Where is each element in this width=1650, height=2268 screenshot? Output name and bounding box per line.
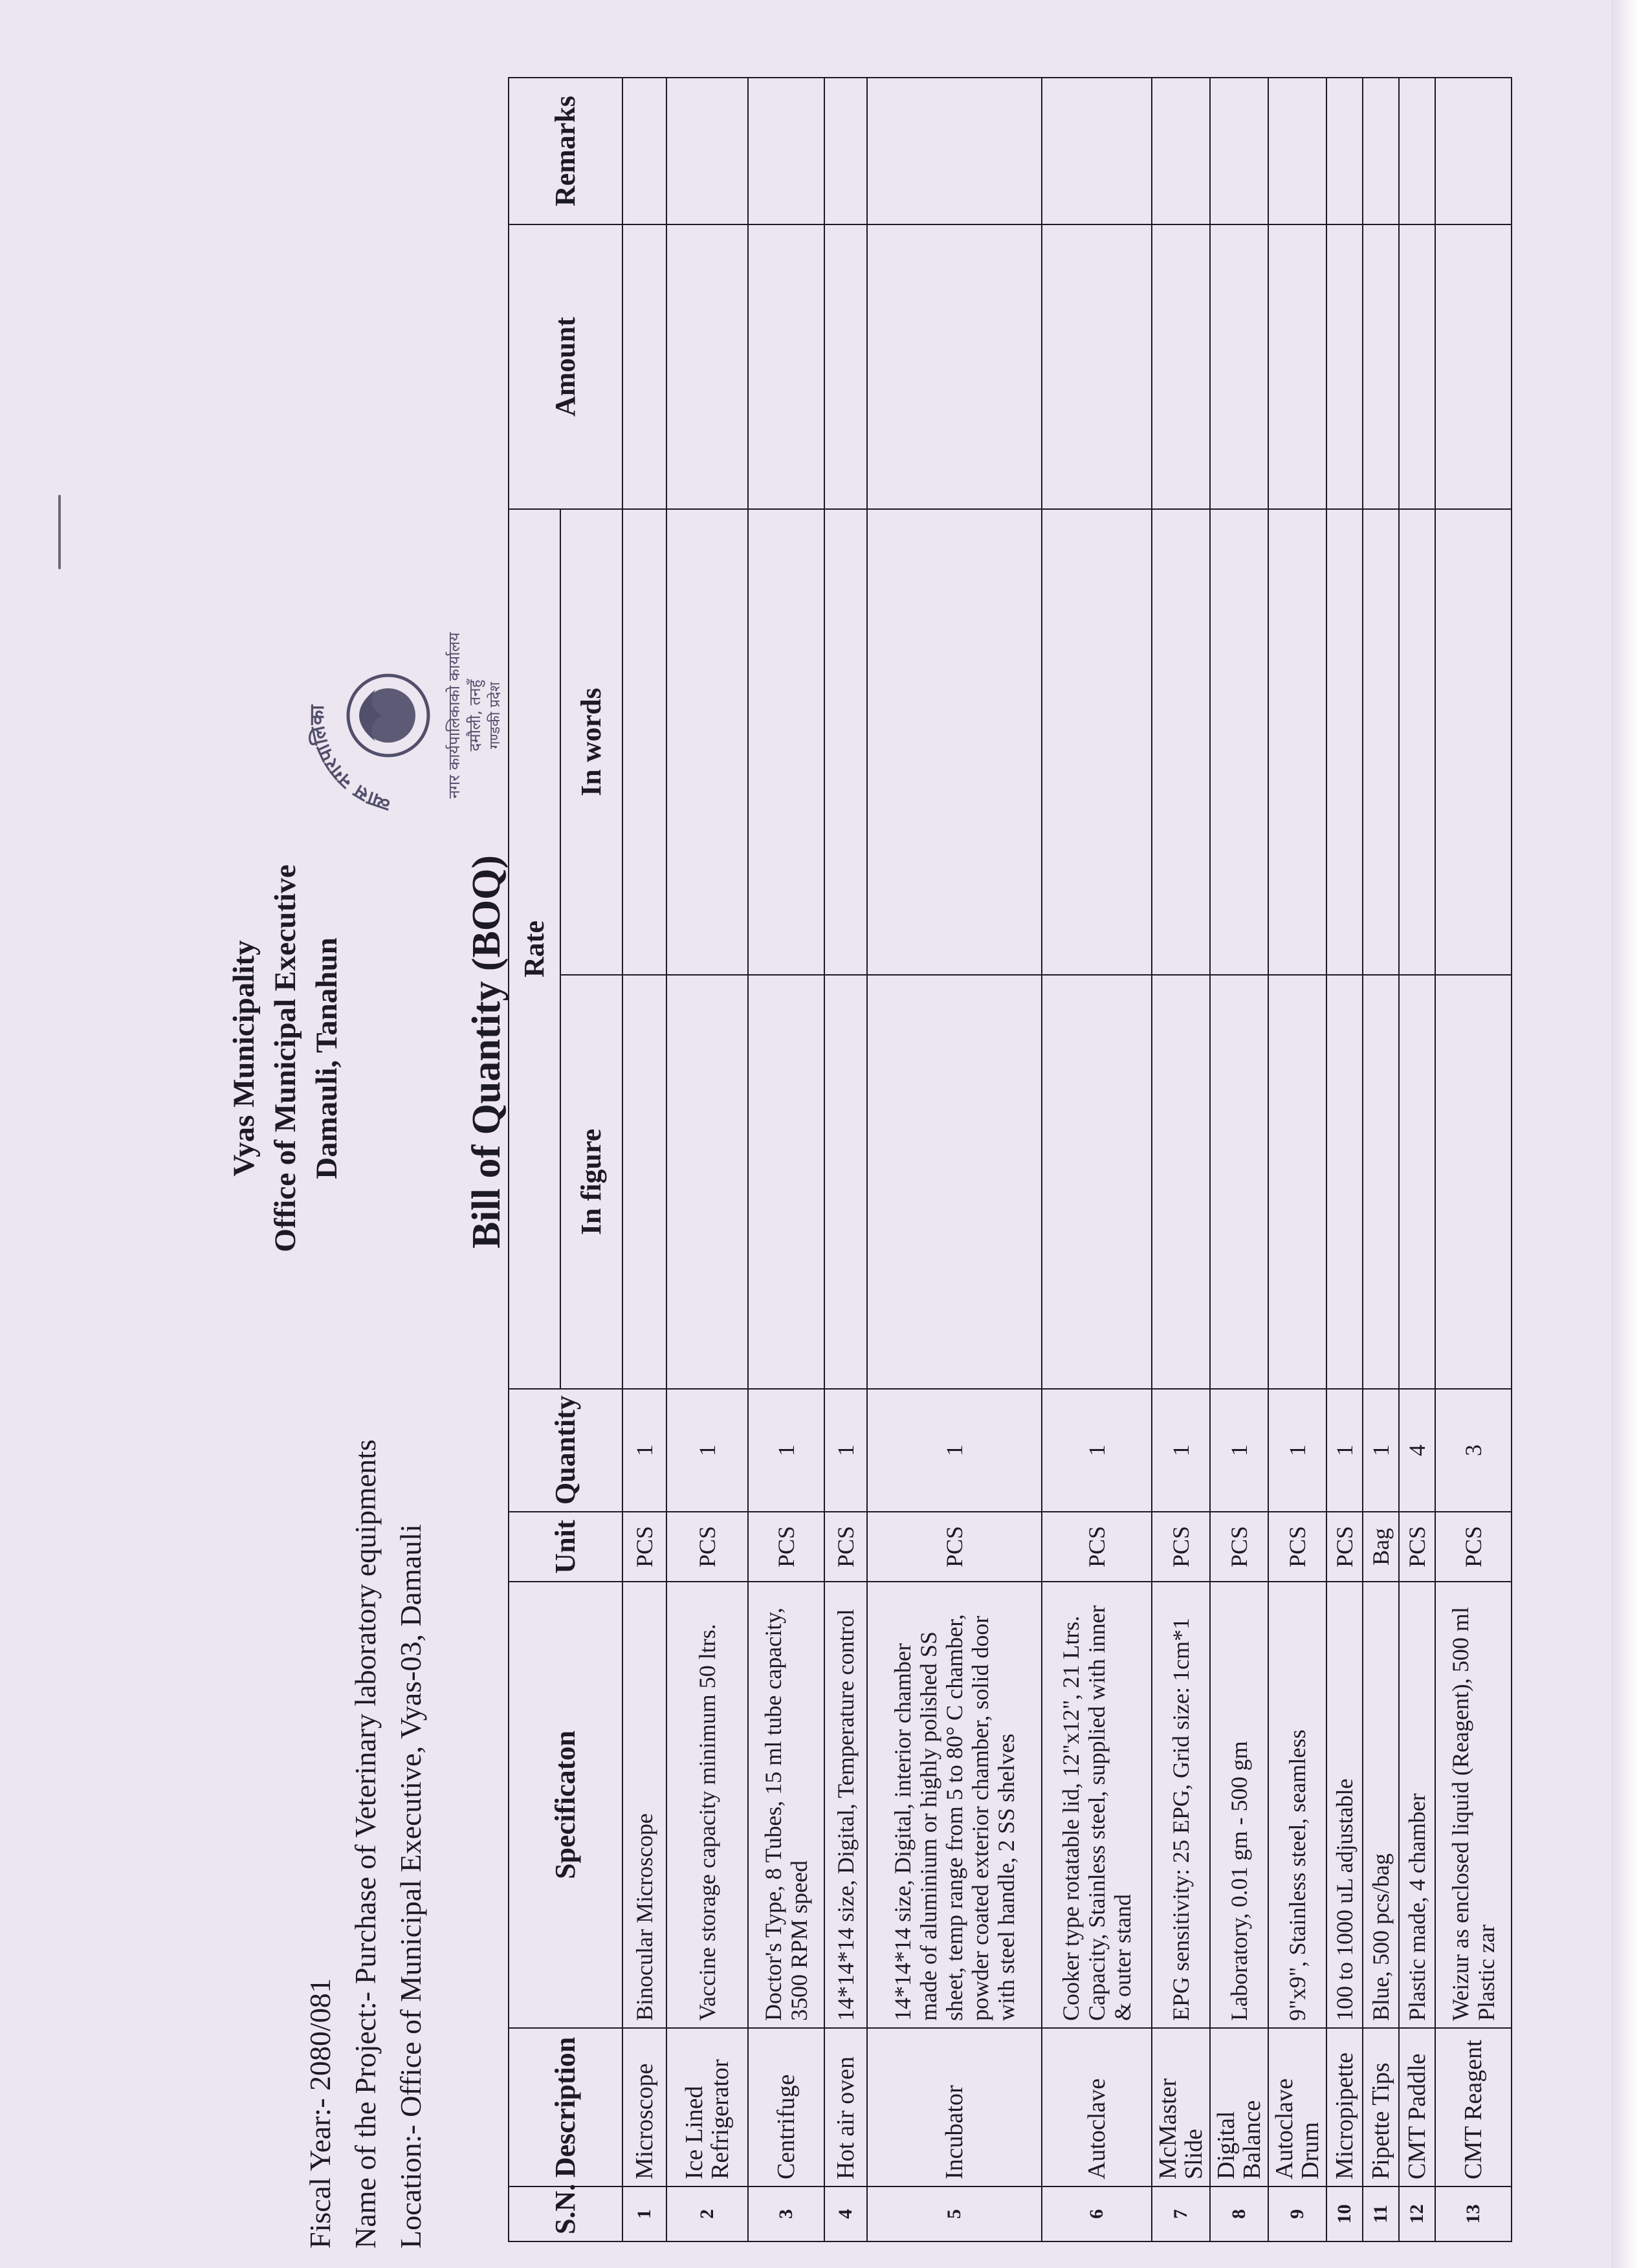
table-row (1152, 78, 1210, 2241)
cell-spec: 100 to 1000 uL adjustable (1326, 1582, 1363, 2028)
cell-spec: Laboratory, 0.01 gm - 500 gm (1210, 1582, 1268, 2028)
cell-unit: PCS (867, 1512, 1042, 1582)
table-row (1210, 78, 1268, 2241)
cell-description: Ice Lined Refrigerator (666, 2028, 748, 2186)
cell-remarks[interactable] (1210, 78, 1268, 224)
cell-rate-figure[interactable] (1399, 975, 1435, 1389)
office-seal (252, 593, 524, 838)
table-row (1363, 78, 1399, 2241)
cell-sn: 13 (1435, 2186, 1512, 2241)
cell-unit: PCS (1210, 1512, 1268, 1582)
fiscal-year: Fiscal Year:- 2080/081 (303, 1978, 336, 2249)
seal-icon (252, 593, 524, 838)
cell-sn: 7 (1152, 2186, 1210, 2241)
cell-unit: PCS (666, 1512, 748, 1582)
cell-rate-words[interactable] (867, 509, 1042, 975)
cell-remarks[interactable] (1268, 78, 1326, 224)
cell-rate-figure[interactable] (867, 975, 1042, 1389)
header-rate-figure: In figure (560, 975, 622, 1389)
cell-description: Centrifuge (748, 2028, 824, 2186)
cell-rate-words[interactable] (1042, 509, 1152, 975)
seal-text-mid: नगर कार्यपालिकाको कार्यालय (445, 632, 463, 799)
cell-amount[interactable] (1152, 224, 1210, 509)
header-amount: Amount (509, 224, 622, 509)
table-row (622, 78, 666, 2241)
cell-qty: 1 (1042, 1389, 1152, 1512)
cell-sn: 9 (1268, 2186, 1326, 2241)
table-row (748, 78, 824, 2241)
cell-qty: 1 (1210, 1389, 1268, 1512)
cell-rate-words[interactable] (1210, 509, 1268, 975)
cell-description: Digital Balance (1210, 2028, 1268, 2186)
cell-amount[interactable] (824, 224, 867, 509)
office-name: Office of Municipal Executive (269, 864, 302, 1252)
cell-qty: 1 (1268, 1389, 1326, 1512)
cell-amount[interactable] (1326, 224, 1363, 509)
cell-amount[interactable] (1399, 224, 1435, 509)
cell-sn: 5 (867, 2186, 1042, 2241)
seal-text-region: गण्डकी प्रदेश (487, 682, 503, 749)
header-rate: Rate (509, 509, 560, 1389)
cell-sn: 11 (1363, 2186, 1399, 2241)
cell-rate-figure[interactable] (1435, 975, 1512, 1389)
cell-amount[interactable] (622, 224, 666, 509)
seal-text-bottom: दमौली, तनहुँ (466, 679, 484, 752)
cell-amount[interactable] (666, 224, 748, 509)
cell-amount[interactable] (867, 224, 1042, 509)
cell-unit: PCS (1268, 1512, 1326, 1582)
table-row (1435, 78, 1512, 2241)
cell-qty: 1 (1152, 1389, 1210, 1512)
boq-table (508, 77, 1512, 2242)
cell-spec: 9"x9", Stainless steel, seamless (1268, 1582, 1326, 2028)
cell-spec: Weizur as enclosed liquid (Reagent), 500 ml Plastic zar (1435, 1582, 1512, 2028)
table-header-row (509, 78, 560, 2241)
cell-qty: 1 (622, 1389, 666, 1512)
cell-unit: PCS (748, 1512, 824, 1582)
cell-amount[interactable] (748, 224, 824, 509)
cell-remarks[interactable] (1363, 78, 1399, 224)
cell-remarks[interactable] (666, 78, 748, 224)
seal-text-top: व्यास नगरपालिका (305, 704, 393, 816)
table-row (824, 78, 867, 2241)
cell-remarks[interactable] (867, 78, 1042, 224)
cell-rate-words[interactable] (1268, 509, 1326, 975)
cell-rate-words[interactable] (622, 509, 666, 975)
cell-remarks[interactable] (1399, 78, 1435, 224)
cell-unit: PCS (622, 1512, 666, 1582)
project-meta (298, 1439, 434, 2249)
cell-rate-figure[interactable] (1326, 975, 1363, 1389)
table-row (867, 78, 1042, 2241)
cell-spec: Cooker type rotatable lid, 12"x12", 21 Ltrs. Capacity, Stainless steel, supplied with inner & outer stand (1042, 1582, 1152, 2028)
cell-unit: PCS (1435, 1512, 1512, 1582)
table-row (1042, 78, 1152, 2241)
table-row (1268, 78, 1326, 2241)
project-name: Name of the Project:- Purchase of Veterinary laboratory equipments (349, 1439, 382, 2249)
cell-rate-figure[interactable] (666, 975, 748, 1389)
cell-sn: 6 (1042, 2186, 1152, 2241)
cell-sn: 10 (1326, 2186, 1363, 2241)
cell-qty: 1 (1326, 1389, 1363, 1512)
cell-rate-words[interactable] (748, 509, 824, 975)
header-unit: Unit (509, 1512, 622, 1582)
cell-rate-figure[interactable] (1268, 975, 1326, 1389)
cell-rate-words[interactable] (1152, 509, 1210, 975)
cell-unit: PCS (824, 1512, 867, 1582)
cell-unit: PCS (1152, 1512, 1210, 1582)
cell-remarks[interactable] (748, 78, 824, 224)
cell-unit: PCS (1399, 1512, 1435, 1582)
cell-amount[interactable] (1435, 224, 1512, 509)
header-quantity: Quantity (509, 1389, 622, 1512)
cell-qty: 1 (748, 1389, 824, 1512)
cell-amount[interactable] (1210, 224, 1268, 509)
cell-rate-words[interactable] (1399, 509, 1435, 975)
cell-qty: 3 (1435, 1389, 1512, 1512)
cell-qty: 1 (867, 1389, 1042, 1512)
cell-description: Microscope (622, 2028, 666, 2186)
cell-sn: 12 (1399, 2186, 1435, 2241)
cell-qty: 1 (1363, 1389, 1399, 1512)
cell-spec: Plastic made, 4 chamber (1399, 1582, 1435, 2028)
cell-rate-words[interactable] (1435, 509, 1512, 975)
cell-description: Incubator (867, 2028, 1042, 2186)
boq-title: Bill of Quantity (BOQ) (465, 855, 509, 1248)
cell-rate-figure[interactable] (748, 975, 824, 1389)
office-place: Damauli, Tanahun (310, 937, 344, 1179)
cell-remarks[interactable] (824, 78, 867, 224)
header-specification: Specificaton (509, 1582, 622, 2028)
header-description: Description (509, 2028, 622, 2186)
cell-spec: Doctor's Type, 8 Tubes, 15 ml tube capacity, 3500 RPM speed (748, 1582, 824, 2028)
cell-remarks[interactable] (1326, 78, 1363, 224)
cell-sn: 1 (622, 2186, 666, 2241)
org-name: Vyas Municipality (227, 940, 261, 1177)
table-row (666, 78, 748, 2241)
cell-sn: 8 (1210, 2186, 1268, 2241)
cell-sn: 3 (748, 2186, 824, 2241)
cell-unit: PCS (1326, 1512, 1363, 1582)
cell-sn: 4 (824, 2186, 867, 2241)
cell-spec: 14*14*14 size, Digital, interior chamber made of aluminium or highly polished SS sheet, temp range from 5 to 80° C chamber, powder coated exterior chamber, solid door with steel handle, 2 SS shelves (867, 1582, 1042, 2028)
office-heading (223, 774, 347, 1343)
cell-amount[interactable] (1268, 224, 1326, 509)
cell-description: Autoclave Drum (1268, 2028, 1326, 2186)
cell-spec: EPG sensitivity: 25 EPG, Grid size: 1cm*1 (1152, 1582, 1210, 2028)
cell-qty: 4 (1399, 1389, 1435, 1512)
cell-rate-figure[interactable] (1152, 975, 1210, 1389)
cell-sn: 2 (666, 2186, 748, 2241)
cell-rate-figure[interactable] (622, 975, 666, 1389)
cell-remarks[interactable] (1042, 78, 1152, 224)
cell-rate-words[interactable] (1326, 509, 1363, 975)
cell-rate-figure[interactable] (1042, 975, 1152, 1389)
cell-description: CMT Paddle (1399, 2028, 1435, 2186)
cell-rate-figure[interactable] (824, 975, 867, 1389)
cell-spec: 14*14*14 size, Digital, Temperature control (824, 1582, 867, 2028)
cell-unit: Bag (1363, 1512, 1399, 1582)
cell-amount[interactable] (1363, 224, 1399, 509)
cell-spec: Blue, 500 pcs/bag (1363, 1582, 1399, 2028)
cell-description: CMT Reagent (1435, 2028, 1512, 2186)
cell-description: Hot air oven (824, 2028, 867, 2186)
table-row (1399, 78, 1435, 2241)
cell-remarks[interactable] (1435, 78, 1512, 224)
project-location: Location:- Office of Municipal Executive, Vyas-03, Damauli (394, 1524, 427, 2249)
cell-spec: Vaccine storage capacity minimum 50 ltrs. (666, 1582, 748, 2028)
header-sn: S.N. (509, 2186, 622, 2241)
cell-rate-figure[interactable] (1363, 975, 1399, 1389)
cell-description: McMaster Slide (1152, 2028, 1210, 2186)
cell-qty: 1 (824, 1389, 867, 1512)
header-rate-words: In words (560, 509, 622, 975)
cell-rate-words[interactable] (1363, 509, 1399, 975)
cell-rate-words[interactable] (666, 509, 748, 975)
cell-remarks[interactable] (1152, 78, 1210, 224)
header-remarks: Remarks (509, 78, 622, 224)
cell-unit: PCS (1042, 1512, 1152, 1582)
cell-spec: Binocular Microscope (622, 1582, 666, 2028)
cell-description: Autoclave (1042, 2028, 1152, 2186)
table-row (1326, 78, 1363, 2241)
cell-description: Micropipette (1326, 2028, 1363, 2186)
cell-amount[interactable] (1042, 224, 1152, 509)
cell-qty: 1 (666, 1389, 748, 1512)
cell-remarks[interactable] (622, 78, 666, 224)
cell-description: Pipette Tips (1363, 2028, 1399, 2186)
cell-rate-words[interactable] (824, 509, 867, 975)
cell-rate-figure[interactable] (1210, 975, 1268, 1389)
